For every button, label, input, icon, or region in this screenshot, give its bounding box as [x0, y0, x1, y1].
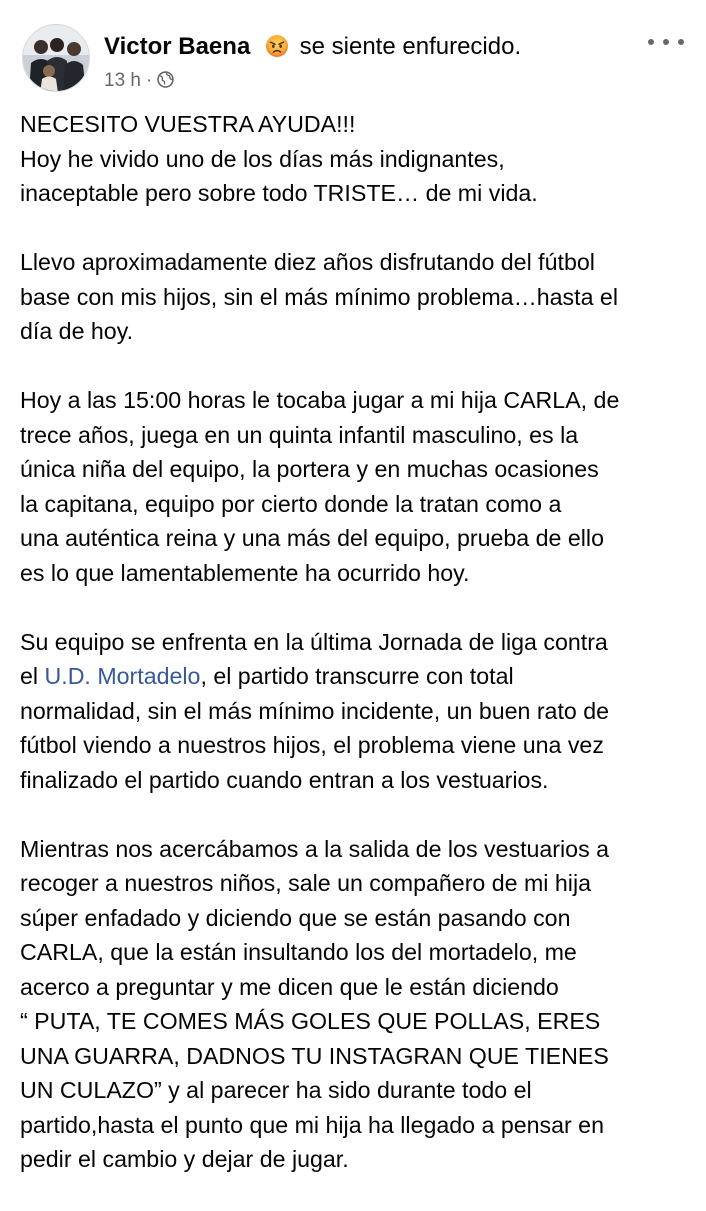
paragraph-1: [20, 107, 688, 211]
post-timestamp[interactable]: 13 h: [104, 70, 141, 91]
text-line: única niña del equipo, la portera y en muchas ocasiones: [20, 456, 599, 482]
text-line: normalidad, sin el más mínimo incidente, un buen rato de: [20, 697, 610, 724]
paragraph-3: [20, 383, 688, 590]
mention-link-ud-mortadelo[interactable]: U.D. Mortadelo: [44, 663, 201, 689]
text-line: UNA GUARRA, DADNOS TU INSTAGRAN QUE TIENES: [20, 1042, 609, 1069]
text-line: la capitana, equipo por cierto donde la tratan como a: [20, 490, 562, 517]
text-line: NECESITO VUESTRA AYUDA!!!: [20, 111, 356, 137]
post-meta: [104, 70, 174, 92]
text-line: súper enfadado y diciendo que se están pasando con: [20, 904, 571, 931]
angry-face-emoji-icon: [265, 34, 289, 58]
text-line: una auténtica reina y una más del equipo, prueba de ello: [20, 525, 604, 551]
text-fragment: , el partido transcurre con total: [200, 663, 514, 689]
profile-photo: [23, 25, 90, 92]
paragraph-5: [20, 832, 688, 1177]
text-line: pedir el cambio y dejar de jugar.: [20, 1146, 349, 1172]
text-line: partido,hasta el punto que mi hija ha llegado a pensar en: [20, 1111, 604, 1138]
text-line-with-mention: [20, 659, 688, 694]
author-line: [104, 32, 521, 62]
text-line: CARLA, que la están insultando los del mortadelo, me: [20, 939, 577, 965]
text-line: base con mis hijos, sin el más mínimo problema…hasta el: [20, 283, 618, 310]
avatar[interactable]: [22, 24, 90, 92]
text-line: finalizado el partido cuando entran a los vestuarios.: [20, 766, 549, 793]
text-fragment: el: [20, 663, 45, 689]
text-line: Hoy a las 15:00 horas le tocaba jugar a mi hija CARLA, de: [20, 387, 620, 413]
text-line: trece años, juega en un quinta infantil masculino, es la: [20, 421, 579, 448]
globe-icon[interactable]: [157, 71, 174, 88]
text-line: UN CULAZO” y al parecer ha sido durante todo el: [20, 1077, 532, 1103]
paragraph-2: [20, 245, 688, 349]
text-line: acerco a preguntar y me dicen que le están diciendo: [20, 973, 559, 1000]
text-line: es lo que lamentablemente ha ocurrido hoy.: [20, 559, 470, 586]
text-line: “ PUTA, TE COMES MÁS GOLES QUE POLLAS, ERES: [20, 1008, 601, 1034]
text-line: día de hoy.: [20, 318, 134, 344]
more-options-icon[interactable]: [648, 30, 684, 54]
text-line: recoger a nuestros niños, sale un compañero de mi hija: [20, 870, 591, 896]
text-line: Hoy he vivido uno de los días más indignantes,: [20, 145, 505, 172]
post-header: [22, 24, 686, 96]
author-name[interactable]: Victor Baena: [104, 33, 251, 60]
text-line: Su equipo se enfrenta en la última Jornada de liga contra: [20, 628, 608, 655]
paragraph-4: [20, 625, 688, 798]
text-line: inaceptable pero sobre todo TRISTE… de mi vida.: [20, 180, 538, 206]
text-line: Llevo aproximadamente diez años disfrutando del fútbol: [20, 249, 595, 275]
post-body-text: [20, 107, 688, 1211]
text-line: Mientras nos acercábamos a la salida de los vestuarios a: [20, 835, 610, 862]
meta-separator: ·: [145, 70, 153, 91]
text-line: fútbol viendo a nuestros hijos, el problema viene una vez: [20, 732, 604, 758]
feeling-text: se siente enfurecido.: [299, 33, 522, 60]
